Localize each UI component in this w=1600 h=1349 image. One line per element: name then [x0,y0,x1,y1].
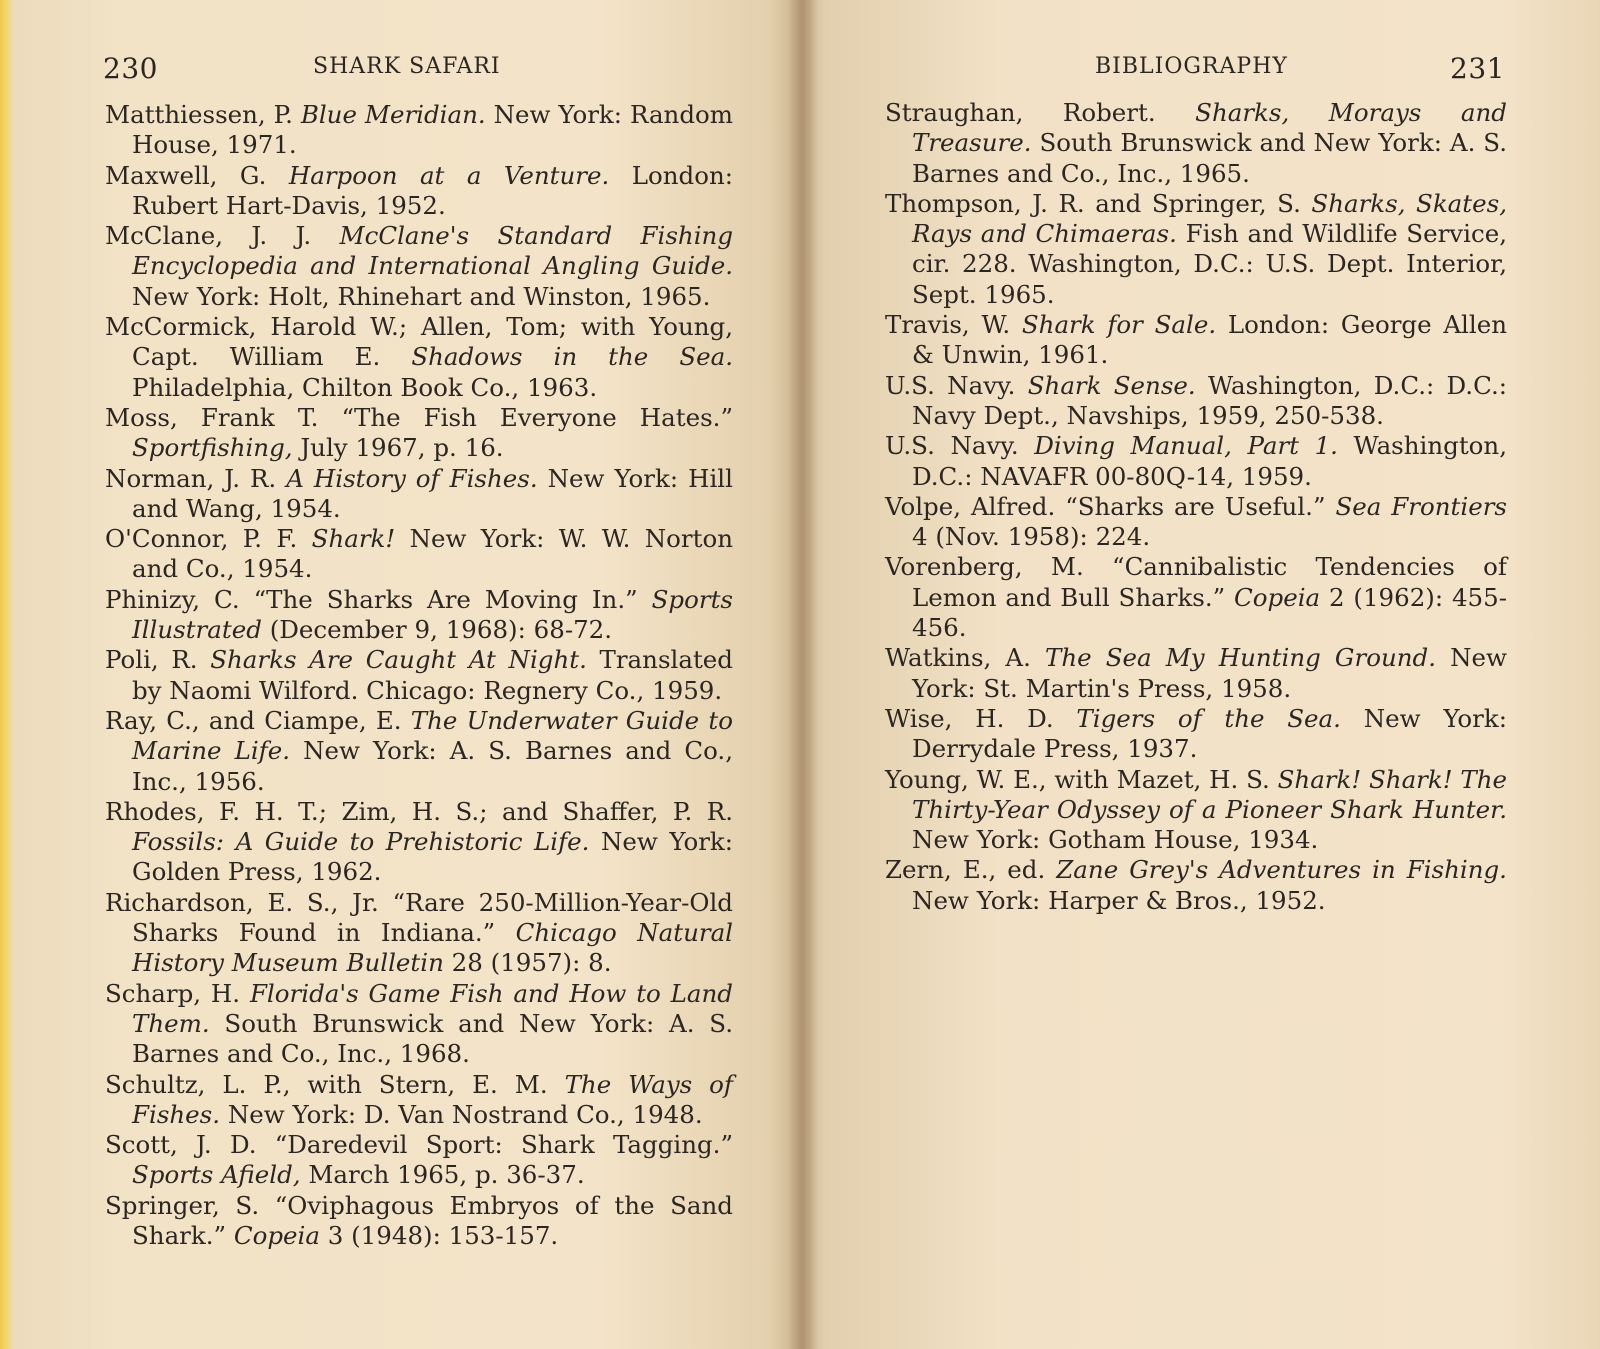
entry-pre: McClane, J. J. [105,221,340,251]
entry-pre: Rhodes, F. H. T.; Zim, H. S.; and Shaffer, P. R. [105,796,733,826]
entry-title: Sharks Are Caught At Night. [210,645,587,675]
entry-post: 3 (1948): 153-157. [319,1220,559,1250]
entry-post: New York: Hill and Wang, 1954. [132,463,733,523]
entry-title: Shark for Sale. [1021,310,1217,340]
bibliography-entry [105,464,733,525]
entry-post: New York: Holt, Rhinehart and Winston, 1965. [132,281,711,311]
entry-pre: U.S. Navy. [885,431,1035,461]
entry-post: Philadelphia, Chilton Book Co., 1963. [132,372,598,402]
entry-title: Sea Frontiers [1335,491,1507,521]
bibliography-entry [105,221,733,312]
entry-pre: Scott, J. D. “Daredevil Sport: Shark Tagging.” [105,1130,733,1160]
entry-pre: Vorenberg, M. “Cannibalistic Tendencies of Lemon and Bull Sharks.” [885,552,1507,612]
entry-title: Shark Sense. [1027,370,1196,400]
bibliography-entry [105,1070,733,1131]
right-running-head [885,52,1505,92]
bibliography-entry [885,704,1507,765]
bibliography-entry [885,552,1507,643]
bibliography-entry [105,161,733,222]
entry-post: New York: A. S. Barnes and Co., Inc., 1956. [132,736,733,796]
bibliography-entry [885,765,1507,856]
entry-post: Translated by Naomi Wilford. Chicago: Regnery Co., 1959. [132,645,733,705]
entry-pre: O'Connor, P. F. [105,524,312,554]
entry-post: South Brunswick and New York: A. S. Barnes and Co., Inc., 1968. [132,1008,733,1069]
entry-pre: Norman, J. R. [105,463,287,493]
entry-title: Shark! [311,524,396,554]
bibliography-entry [885,189,1507,310]
entry-post: 4 (Nov. 1958): 224. [912,522,1151,552]
entry-title: Fossils: A Guide to Prehistoric Life. [132,827,590,857]
left-page-number: 230 [103,52,158,85]
entry-pre: McCormick, Harold W.; Allen, Tom; with Young, Capt. William E. [105,312,733,372]
entry-title: Copeia [1234,582,1321,612]
bibliography-entry [105,312,733,403]
right-bibliography-list [885,98,1507,916]
entry-title: The Sea My Hunting Ground. [1045,643,1436,673]
entry-pre: Maxwell, G. [105,160,289,190]
bibliography-entry [105,1130,733,1191]
entry-post: Fish and Wildlife Service, cir. 228. Washington, D.C.: U.S. Dept. Interior, Sept. 1965. [912,219,1507,309]
bibliography-entry [885,855,1507,916]
bibliography-entry [105,645,733,706]
bibliography-entry [105,585,733,646]
entry-post: July 1967, p. 16. [292,433,504,463]
entry-title: Sports Illustrated [132,584,733,645]
entry-post: New York: W. W. Norton and Co., 1954. [132,524,733,584]
bibliography-entry [885,643,1507,704]
entry-pre: Straughan, Robert. [885,98,1196,127]
entry-post: New York: D. Van Nostrand Co., 1948. [220,1099,703,1129]
entry-post: New York: St. Martin's Press, 1958. [912,643,1507,703]
entry-post: London: Rubert Hart-Davis, 1952. [132,160,733,220]
bibliography-entry [885,431,1507,492]
entry-pre: U.S. Navy. [885,370,1028,400]
entry-post: New York: Random House, 1971. [132,100,734,160]
entry-pre: Matthiessen, P. [105,100,301,129]
bibliography-entry [885,310,1507,371]
entry-title: Shadows in the Sea. [411,342,733,372]
entry-pre: Moss, Frank T. “The Fish Everyone Hates.” [105,402,733,432]
entry-pre: Richardson, E. S., Jr. “Rare 250-Million-Year-Old Sharks Found in Indiana.” [105,887,733,948]
bibliography-entry [105,797,733,888]
entry-pre: Schultz, L. P., with Stern, E. M. [105,1069,565,1099]
entry-post: New York: Golden Press, 1962. [132,827,734,887]
entry-post: 2 (1962): 455-456. [912,582,1507,643]
entry-pre: Wise, H. D. [885,703,1077,733]
bibliography-entry [105,706,733,797]
entry-post: New York: Derrydale Press, 1937. [912,703,1507,764]
entry-title: Diving Manual, Part 1. [1034,431,1338,461]
entry-post: Washington, D.C.: D.C.: Navy Dept., Navships, 1959, 250-538. [912,370,1508,430]
entry-title: McClane's Standard Fishing Encyclopedia and International Angling Guide. [132,221,733,281]
bibliography-entry [105,1191,733,1252]
entry-title: Tigers of the Sea. [1076,703,1341,733]
bibliography-entry [885,492,1507,553]
entry-pre: Watkins, A. [885,643,1046,673]
entry-pre: Ray, C., and Ciampe, E. [105,705,411,735]
entry-pre: Travis, W. [885,310,1022,340]
entry-post: 28 (1957): 8. [443,948,612,978]
bibliography-entry [105,979,733,1070]
bibliography-entry [105,888,733,979]
entry-pre: Zern, E., ed. [885,855,1057,885]
entry-post: New York: Gotham House, 1934. [912,825,1319,855]
entry-title: Sportfishing, [132,433,293,463]
left-running-head [103,52,723,92]
entry-title: Blue Meridian. [300,100,486,129]
bibliography-entry [105,524,733,585]
entry-post: New York: Harper & Bros., 1952. [912,885,1326,915]
entry-post: Washington, D.C.: NAVAFR 00-80Q-14, 1959. [912,431,1507,491]
entry-pre: Thompson, J. R. and Springer, S. [885,188,1312,218]
entry-pre: Volpe, Alfred. “Sharks are Useful.” [885,491,1336,521]
entry-post: March 1965, p. 36-37. [300,1160,585,1190]
entry-title: Copeia [233,1220,320,1250]
entry-title: Harpoon at a Venture. [288,160,610,190]
entry-pre: Phinizy, C. “The Sharks Are Moving In.” [105,584,652,614]
entry-pre: Poli, R. [105,645,211,675]
left-bibliography-list [105,100,733,1251]
right-page-number: 231 [1450,52,1505,85]
bibliography-entry [105,403,733,464]
entry-title: Sharks, Skates, Rays and Chimaeras. [912,188,1507,249]
entry-title: Sharks, Morays and Treasure. [912,98,1507,158]
entry-title: The Underwater Guide to Marine Life. [132,705,733,766]
entry-pre: Scharp, H. [105,978,250,1008]
entry-post: (December 9, 1968): 68-72. [261,615,613,645]
bibliography-entry [885,98,1507,189]
right-page [810,0,1600,1349]
entry-title: Chicago Natural History Museum Bulletin [132,918,734,978]
bibliography-entry [885,371,1507,432]
bibliography-entry [105,100,733,161]
right-running-title: BIBLIOGRAPHY [1095,54,1288,79]
entry-title: The Ways of Fishes. [132,1069,733,1129]
entry-title: Sports Afield, [132,1160,301,1190]
entry-title: A History of Fishes. [286,463,538,493]
entry-post: South Brunswick and New York: A. S. Barnes and Co., Inc., 1965. [912,128,1507,188]
entry-pre: Young, W. E., with Mazet, H. S. [885,764,1278,794]
entry-title: Shark! Shark! The Thirty-Year Odyssey of a Pioneer Shark Hunter. [912,764,1507,824]
entry-post: London: George Allen & Unwin, 1961. [912,310,1507,370]
entry-pre: Springer, S. “Oviphagous Embryos of the Sand Shark.” [105,1190,733,1250]
entry-title: Florida's Game Fish and How to Land Them. [132,978,733,1038]
entry-title: Zane Grey's Adventures in Fishing. [1056,855,1507,885]
left-running-title: SHARK SAFARI [313,54,501,79]
